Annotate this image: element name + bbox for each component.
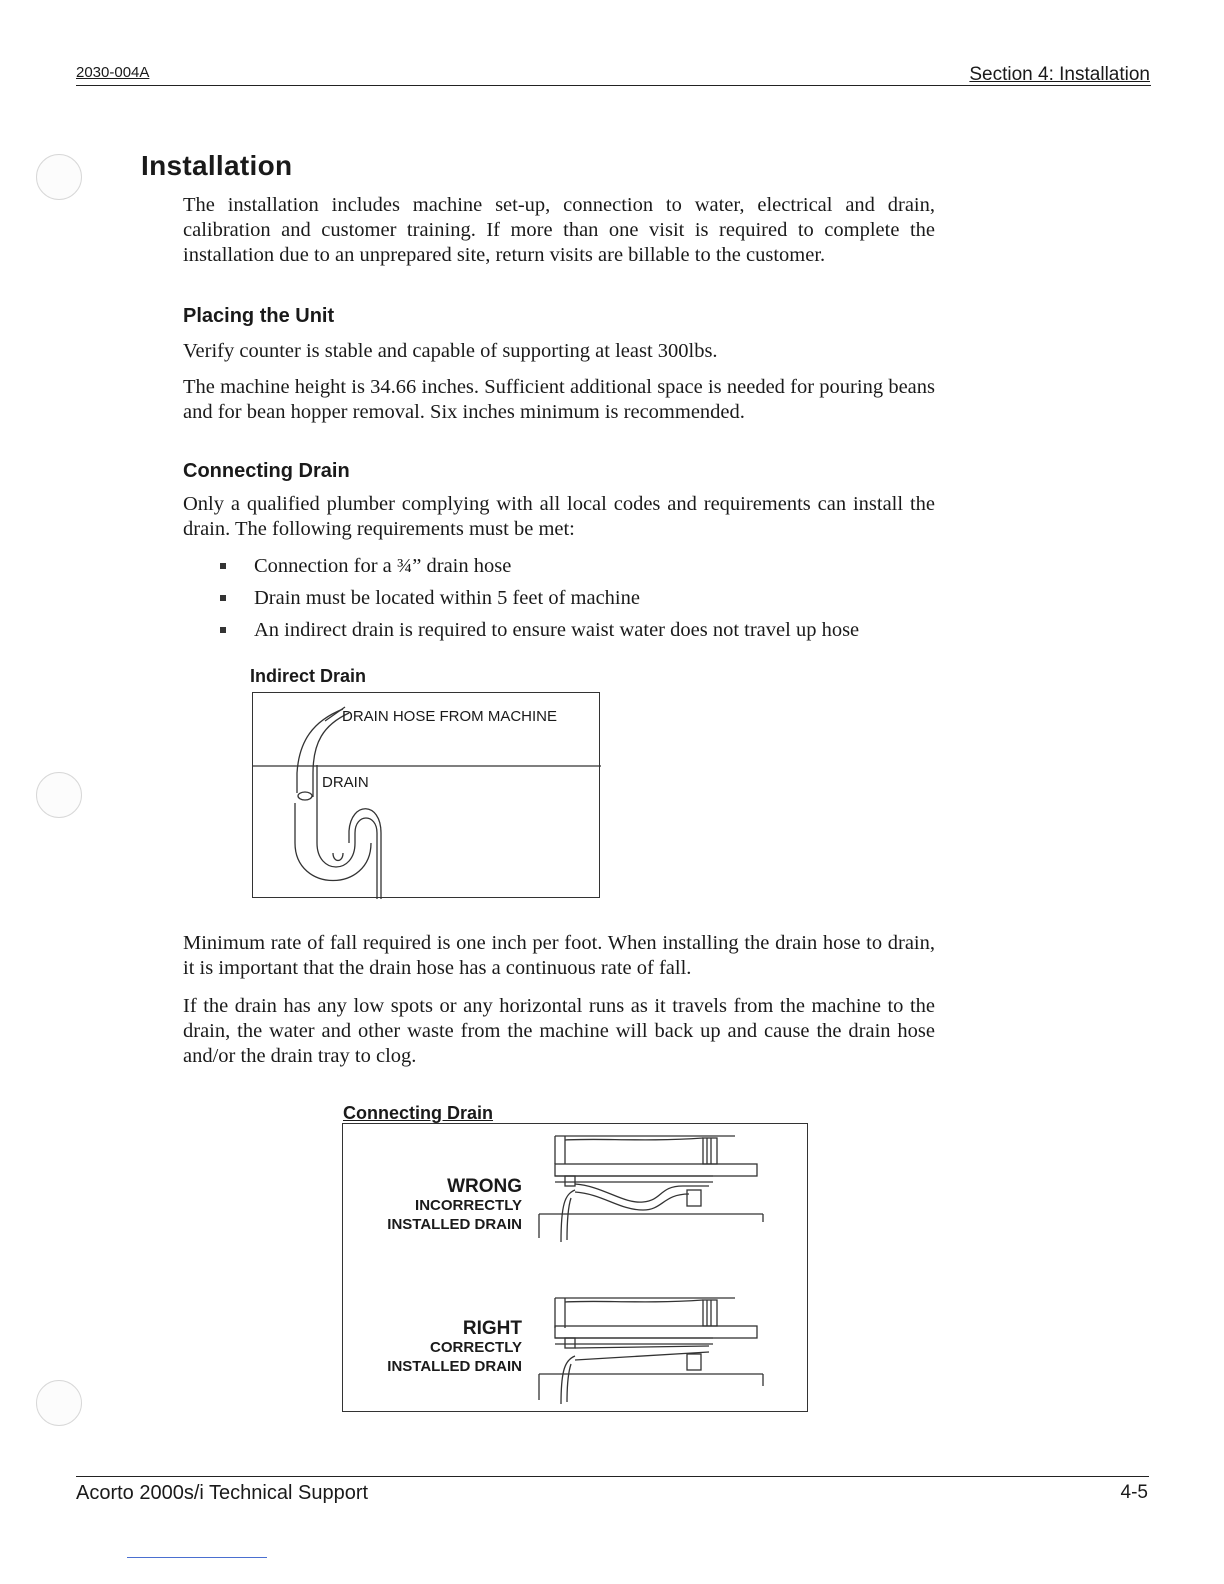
page-title: Installation: [141, 150, 293, 181]
binder-hole: [36, 772, 82, 818]
fall-paragraph: Minimum rate of fall required is one inch per foot. When installing the drain hose to drain, it is important that the drain hose has a continuous rate of fall.: [183, 932, 935, 979]
right-line-1: CORRECTLY: [430, 1339, 522, 1356]
page-number: 4-5: [1120, 1482, 1148, 1503]
footer-title: Acorto 2000s/i Technical Support: [76, 1482, 369, 1504]
footer-rule: [76, 1476, 1149, 1477]
label-drain-hose: DRAIN HOSE FROM MACHINE: [342, 708, 558, 725]
connecting-intro: Only a qualified plumber complying with all local codes and requirements can install the drain. The following requirements must be met:: [183, 493, 935, 540]
placing-paragraph-1: Verify counter is stable and capable of supporting at least 300lbs.: [183, 340, 718, 362]
right-line-2: INSTALLED DRAIN: [387, 1358, 522, 1375]
indirect-drain-caption: Indirect Drain: [250, 666, 367, 686]
right-title: RIGHT: [462, 1318, 522, 1339]
section-heading: Section 4: Installation: [969, 64, 1150, 85]
binder-hole: [36, 154, 82, 200]
wrong-drain-drawing: [539, 1136, 763, 1242]
label-drain: DRAIN: [322, 774, 369, 791]
bullet-icon: [220, 563, 226, 569]
placing-paragraph-2: The machine height is 34.66 inches. Sufficient additional space is needed for pouring beans and for bean hopper removal. Six inches minimum is recommended.: [183, 376, 935, 423]
placing-heading: Placing the Unit: [183, 305, 335, 327]
header-rule: [76, 85, 1151, 86]
footer-link-underline: [127, 1557, 267, 1558]
connecting-drain-caption: Connecting Drain: [343, 1103, 494, 1123]
low-spots-paragraph: If the drain has any low spots or any horizontal runs as it travels from the machine to the drain, the water and other waste from the machine will back up and cause the drain hose and/or the drain tray to clog.: [183, 995, 935, 1067]
right-drain-drawing: [539, 1298, 763, 1404]
bullet-icon: [220, 595, 226, 601]
list-item: Drain must be located within 5 feet of machine: [183, 584, 935, 616]
bullet-icon: [220, 627, 226, 633]
wrong-line-2: INSTALLED DRAIN: [387, 1216, 522, 1233]
wrong-title: WRONG: [447, 1176, 522, 1197]
requirements-list: [183, 552, 935, 648]
intro-paragraph: The installation includes machine set-up, connection to water, electrical and drain, calibration and customer training. If more than one visit is required to complete the installation due to an unprepared site, return visits are billable to the customer.: [183, 194, 935, 266]
wrong-line-1: INCORRECTLY: [415, 1197, 522, 1214]
list-item: Connection for a ¾” drain hose: [183, 552, 935, 584]
connecting-heading: Connecting Drain: [183, 460, 350, 482]
document-number: 2030-004A: [76, 64, 150, 81]
binder-hole: [36, 1380, 82, 1426]
list-item: An indirect drain is required to ensure waist water does not travel up hose: [183, 616, 935, 648]
